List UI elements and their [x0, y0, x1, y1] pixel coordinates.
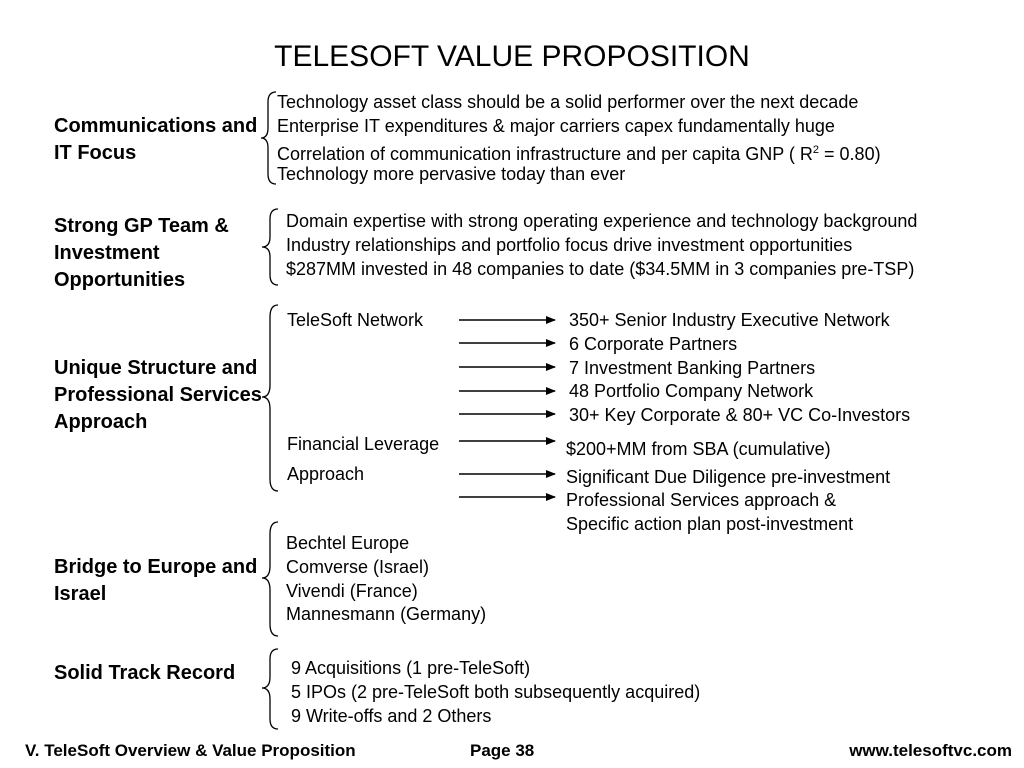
bridge-point-2: Comverse (Israel) — [286, 557, 430, 577]
communications-point-4: Technology more pervasive today than ever — [277, 164, 626, 184]
approach-item-2: Professional Services approach & — [566, 490, 837, 510]
footer-url-link[interactable]: www.telesoftvc.com — [849, 741, 1012, 760]
communications-point-2: Enterprise IT expenditures & major carriers capex fundamentally huge — [277, 116, 835, 136]
gp-team-point-3: $287MM invested in 48 companies to date ($34.5MM in 3 companies pre-TSP) — [286, 259, 915, 279]
page-title: TELESOFT VALUE PROPOSITION — [274, 40, 750, 73]
track-point-3: 9 Write-offs and 2 Others — [291, 706, 492, 726]
brace-track-record — [258, 647, 280, 733]
approach-item-1: Significant Due Diligence pre-investment — [566, 467, 891, 487]
track-point-2: 5 IPOs (2 pre-TeleSoft both subsequently acquired) — [291, 682, 701, 702]
gp-team-point-1: Domain expertise with strong operating experience and technology background — [286, 211, 918, 231]
footer-section-title: V. TeleSoft Overview & Value Proposition — [25, 741, 356, 760]
bridge-point-1: Bechtel Europe — [286, 533, 410, 553]
label-telesoft-network: TeleSoft Network — [287, 310, 424, 330]
brace-bridge — [258, 520, 280, 640]
leverage-item: $200+MM from SBA (cumulative) — [566, 439, 831, 459]
bridge-point-4: Mannesmann (Germany) — [286, 604, 487, 624]
footer-page-number: Page 38 — [470, 741, 535, 760]
section-heading-bridge: Bridge to Europe and Israel — [54, 556, 258, 605]
gp-team-point-2: Industry relationships and portfolio focus drive investment opportunities — [286, 235, 853, 255]
section-heading-gp-team: Strong GP Team & Investment Opportunities — [54, 215, 229, 291]
communications-point-1: Technology asset class should be a solid performer over the next decade — [277, 92, 859, 112]
section-heading-communications: Communications and IT Focus — [54, 115, 258, 164]
label-approach: Approach — [287, 464, 365, 484]
track-point-1: 9 Acquisitions (1 pre-TeleSoft) — [291, 658, 531, 678]
label-financial-leverage: Financial Leverage — [287, 434, 440, 454]
r-squared-superscript: 2 — [812, 144, 820, 156]
network-item-5: 30+ Key Corporate & 80+ VC Co-Investors — [569, 405, 911, 425]
section-heading-track-record: Solid Track Record — [54, 662, 236, 684]
network-item-4: 48 Portfolio Company Network — [569, 381, 814, 401]
bridge-point-3: Vivendi (France) — [286, 581, 418, 601]
network-item-3: 7 Investment Banking Partners — [569, 358, 816, 378]
network-item-1: 350+ Senior Industry Executive Network — [569, 310, 890, 330]
network-item-2: 6 Corporate Partners — [569, 334, 738, 354]
communications-point-3: Correlation of communication infrastructure and per capita GNP ( $R^2 = 0.80$) — [277, 144, 881, 164]
approach-item-3: Specific action plan post-investment — [566, 514, 854, 534]
section-heading-structure: Unique Structure and Professional Services Approach — [54, 357, 262, 433]
